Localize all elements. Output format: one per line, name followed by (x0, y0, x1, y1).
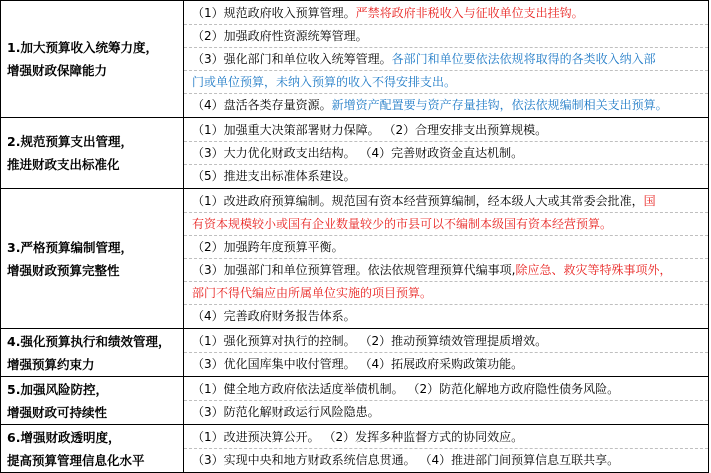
category-title-line: 1.加大预算收入统筹力度， (7, 40, 158, 55)
measure-line (184, 235, 708, 258)
highlight-red-text: 国 (643, 194, 656, 208)
measure-text: （1）规范政府收入预算管理。 (192, 6, 356, 20)
category-cell (1, 189, 184, 329)
measure-text: （4）盘活各类存量资源。 (192, 98, 332, 112)
category-title-line: 4.强化预算执行和绩效管理， (7, 333, 171, 349)
highlight-red-text: 有资本规模较小或国有企业数量较少的市县可以不编制本级国有资本经营预算。 (192, 217, 613, 231)
measure-line (184, 119, 708, 141)
table-row (1, 377, 709, 425)
measure-line (184, 212, 708, 235)
table-row (1, 189, 709, 329)
measure-line (184, 164, 708, 187)
measure-text: （3）优化国库集中收付管理。 （4）拓展政府采购政策功能。 (192, 357, 524, 371)
highlight-red-text: 部门不得代编应由所属单位实施的项目预算。 (192, 286, 433, 300)
table-row (1, 329, 709, 377)
measure-line (184, 2, 708, 24)
measure-line (184, 400, 708, 423)
measure-line (184, 24, 708, 47)
measures-cell (184, 377, 709, 425)
measures-cell (184, 118, 709, 189)
measure-text: （2）加强政府性资源统筹管理。 (192, 29, 368, 43)
measure-line (184, 93, 708, 116)
table-row (1, 118, 709, 189)
measure-line (184, 352, 708, 375)
measure-line (184, 330, 708, 352)
measure-text: （1）健全地方政府依法适度举债机制。 （2）防范化解地方政府隐性债务风险。 (192, 382, 620, 396)
measure-line (184, 258, 708, 281)
measure-text: （3）强化部门和单位收入统筹管理。 (192, 52, 392, 66)
category-title-line: 3.严格预算编制管理， (7, 239, 133, 255)
measures-cell (184, 425, 709, 473)
category-cell (1, 1, 184, 118)
measure-line (184, 378, 708, 400)
category-title-line: 5.加强风险防控， (7, 381, 108, 397)
measure-line (184, 70, 708, 93)
measure-text: （1）加强重大决策部署财力保障。 （2）合理安排支出预算规模。 (192, 123, 548, 137)
category-cell (1, 425, 184, 473)
category-cell (1, 377, 184, 425)
measure-text: （1）改进政府预算编制。规范国有资本经营预算编制，经本级人大或其常委会批准， (192, 194, 644, 208)
measure-text: （2）加强跨年度预算平衡。 (192, 240, 344, 254)
measure-text: （4）完善政府财务报告体系。 (192, 309, 356, 323)
category-title-line: 2.规范预算支出管理， (7, 134, 133, 149)
highlight-red-text: 严禁将政府非税收入与征收单位支出挂钩。 (355, 6, 584, 20)
measure-text: （1）强化预算对执行的控制。 （2）推动预算绩效管理提质增效。 (192, 334, 548, 348)
highlight-blue-text: 各部门和单位要依法依规将取得的各类收入纳入部 (391, 52, 656, 66)
table-row (1, 425, 709, 473)
highlight-blue-text: 新增资产配置要与资产存量挂钩，依法依规编制相关支出预算。 (331, 98, 668, 112)
measure-text: （5）推进支出标准体系建设。 (192, 169, 356, 183)
category-title-line: 提高预算管理信息化水平 (7, 452, 145, 468)
measure-line (184, 47, 708, 70)
measure-line (184, 141, 708, 164)
measure-text: （3）实现中央和地方财政系统信息贯通。 （4）推进部门间预算信息互联共享。 (192, 453, 620, 467)
measure-text: （1）改进预决算公开。 （2）发挥多种监督方式的协同效应。 (192, 430, 524, 444)
category-title-line: 增强财政保障能力 (7, 63, 108, 78)
measure-line (184, 304, 708, 327)
category-title-line: 6.增强财政透明度， (7, 429, 121, 445)
measure-line (184, 426, 708, 448)
category-title-line: 增强预算约束力 (7, 356, 95, 372)
category-cell (1, 118, 184, 189)
measures-cell (184, 189, 709, 329)
measures-cell (184, 329, 709, 377)
measure-line (184, 448, 708, 471)
category-title-line: 增强财政可持续性 (7, 404, 108, 420)
table-body (1, 1, 709, 473)
category-title-line: 推进财政支出标准化 (7, 157, 120, 172)
measure-text: （3）加强部门和单位预算管理。依法依规管理预算代编事项, (192, 263, 516, 277)
measure-text: （3）防范化解财政运行风险隐患。 (192, 405, 380, 419)
table-row (1, 1, 709, 118)
highlight-blue-text: 门或单位预算，未纳入预算的收入不得安排支出。 (192, 75, 457, 89)
measure-line (184, 281, 708, 304)
measures-cell (184, 1, 709, 118)
category-cell (1, 329, 184, 377)
measure-text: （3）大力优化财政支出结构。 （4）完善财政资金直达机制。 (192, 146, 524, 160)
highlight-red-text: 除应急、救灾等特殊事项外， (515, 263, 672, 277)
measure-line (184, 190, 708, 212)
category-title-line: 增强财政预算完整性 (7, 262, 120, 278)
